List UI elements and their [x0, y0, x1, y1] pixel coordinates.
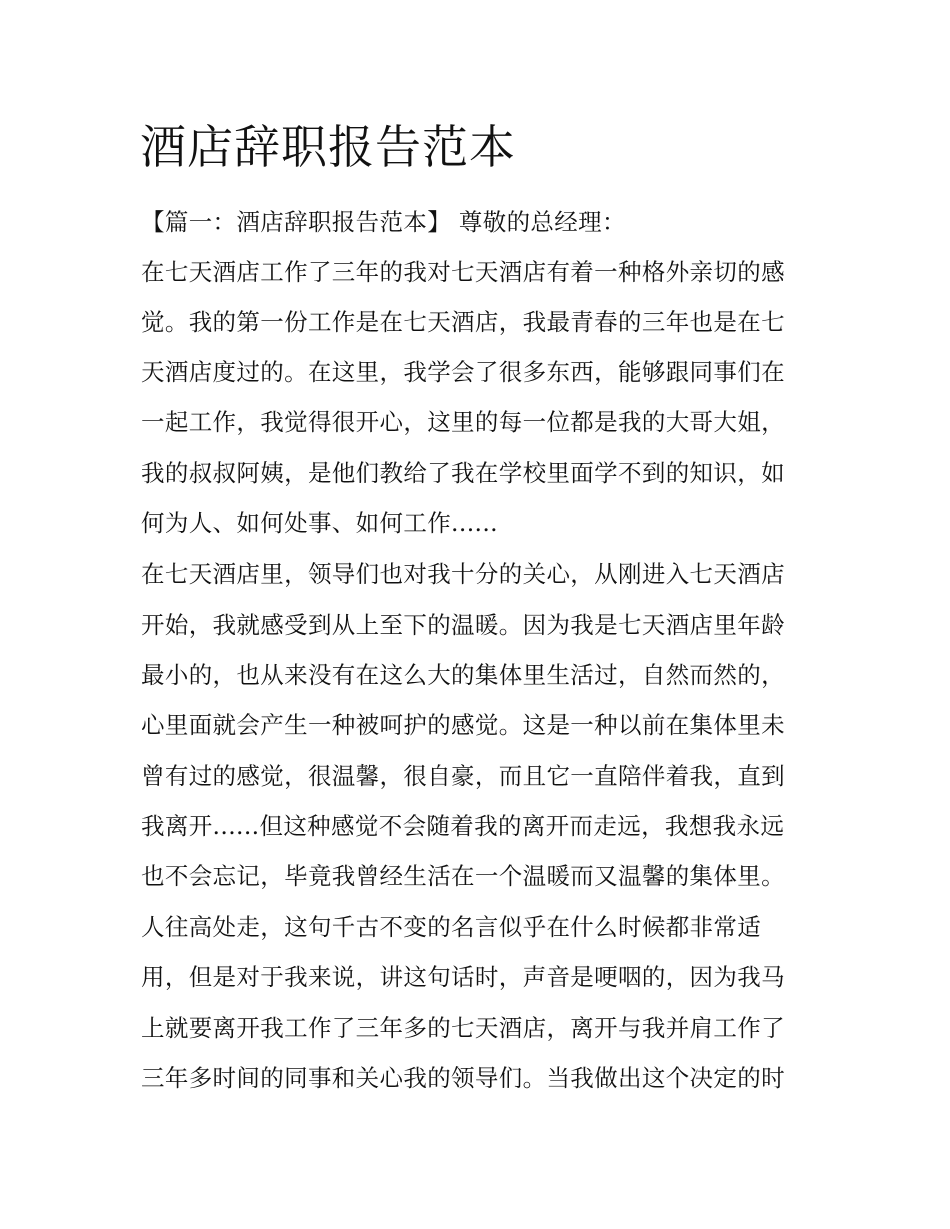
- body-line-6: 何为人、如何处事、如何工作......: [141, 509, 498, 537]
- heading-line: 【篇一：酒店辞职报告范本】 尊敬的总经理：: [141, 208, 626, 236]
- body-line-11: 曾有过的感觉，很温馨，很自豪，而且它一直陪伴着我，直到: [141, 762, 785, 790]
- body-line-8: 开始，我就感受到从上至下的温暖。因为我是七天酒店里年龄: [141, 611, 785, 639]
- body-line-5: 我的叔叔阿姨，是他们教给了我在学校里面学不到的知识，如: [141, 459, 785, 487]
- body-line-12: 我离开......但这种感觉不会随着我的离开而走远，我想我永远: [141, 812, 785, 840]
- body-line-14: 人往高处走，这句千古不变的名言似乎在什么时候都非常适: [141, 913, 762, 941]
- body-line-1: 在七天酒店工作了三年的我对七天酒店有着一种格外亲切的感: [141, 258, 785, 286]
- body-line-2: 觉。我的第一份工作是在七天酒店，我最青春的三年也是在七: [141, 308, 785, 336]
- body-line-4: 一起工作，我觉得很开心，这里的每一位都是我的大哥大姐，: [141, 408, 785, 436]
- body-line-10: 心里面就会产生一种被呵护的感觉。这是一种以前在集体里未: [141, 711, 785, 739]
- document-title: 酒店辞职报告范本: [140, 120, 516, 174]
- body-line-13: 也不会忘记，毕竟我曾经生活在一个温暖而又温馨的集体里。: [141, 862, 785, 890]
- body-line-15: 用，但是对于我来说，讲这句话时，声音是哽咽的，因为我马: [141, 963, 785, 991]
- body-line-9: 最小的，也从来没有在这么大的集体里生活过，自然而然的，: [141, 661, 785, 689]
- body-line-7: 在七天酒店里，领导们也对我十分的关心，从刚进入七天酒店: [141, 560, 785, 588]
- body-line-17: 三年多时间的同事和关心我的领导们。当我做出这个决定的时: [141, 1064, 785, 1092]
- body-line-3: 天酒店度过的。在这里，我学会了很多东西，能够跟同事们在: [141, 358, 785, 386]
- body-line-16: 上就要离开我工作了三年多的七天酒店，离开与我并肩工作了: [141, 1014, 785, 1042]
